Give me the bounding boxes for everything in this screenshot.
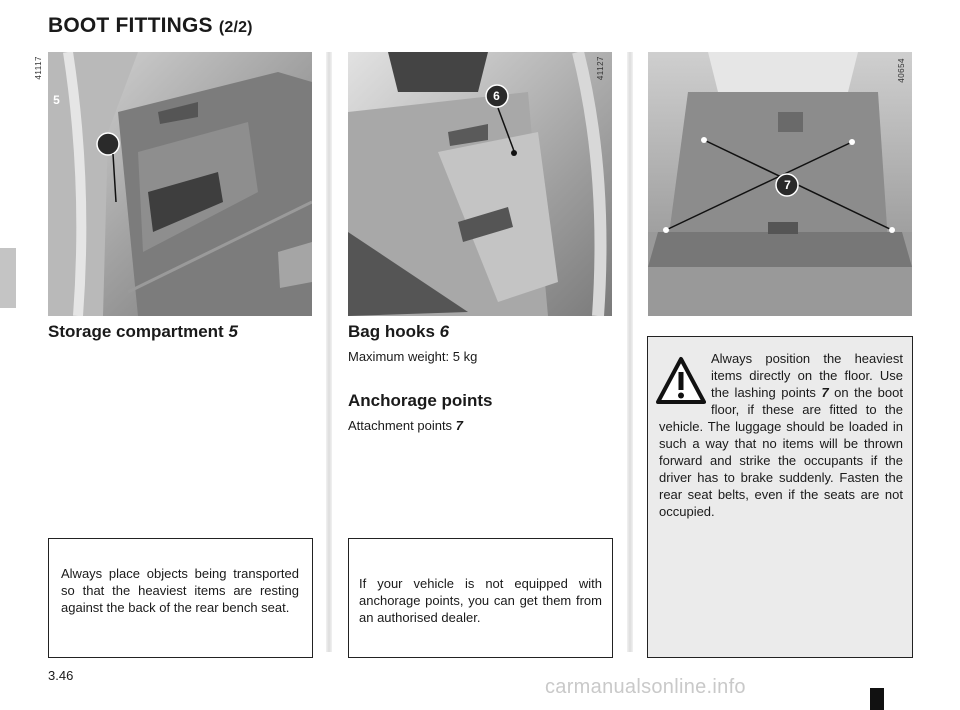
column-divider-2 [627,52,633,652]
column-divider-1 [326,52,332,652]
corner-mark [870,688,884,710]
note-transport-text: Always place objects being transported so that the heaviest items are resting against the back of the rear bench seat. [61,566,299,615]
heading-storage-compartment-text: Storage compartment [48,322,224,341]
page-number: 3.46 [48,668,74,683]
photo-storage-compartment [48,52,312,316]
page-title-sub: (2/2) [218,19,253,36]
heading-bag-hooks-text: Bag hooks [348,322,435,341]
attachment-points-text [348,417,463,434]
section-tab [0,248,16,308]
callout-5: 5 [53,93,60,107]
attachment-points-label: Attachment points [348,418,453,433]
callout-6: 6 [493,89,500,103]
page-title-main: BOOT FITTINGS [48,14,213,37]
note-box-transport [48,538,313,658]
figure-code-3: 40654 [897,58,906,83]
warning-triangle-icon [656,356,706,406]
max-weight-text: Maximum weight: 5 kg [348,349,478,364]
figure-code-1: 41117 [34,56,43,80]
photo-bag-hooks [348,52,612,316]
heading-ref-6: 6 [439,322,450,341]
heading-anchorage-points: Anchorage points [348,391,493,410]
attachment-points-ref: 7 [455,418,463,433]
callout-7: 7 [784,178,791,192]
photo-anchorage-points [648,52,912,316]
heading-ref-5: 5 [228,322,238,341]
warning-ref-7: 7 [821,385,829,400]
warning-text-a: Always position the heaviest items directly on the floor. Use the lashing points [711,351,903,400]
heading-bag-hooks [348,322,449,342]
footer-watermark: carmanualsonline.info [545,676,746,698]
page-title [48,14,253,38]
heading-storage-compartment [48,322,238,342]
note-dealer-text: If your vehicle is not equipped with anchorage points, you can get them from an authorised dealer. [359,576,602,625]
warning-text-b: on the boot floor, if these are fitted to the vehicle. The luggage should be loaded in such a way that no items will be thrown forward and strike the occupants if the driver has to brake suddenly. Fasten the rear seat belts, even if the seats are not occupied. [659,385,903,519]
figure-code-2: 41127 [596,56,605,81]
note-box-dealer [348,538,613,658]
